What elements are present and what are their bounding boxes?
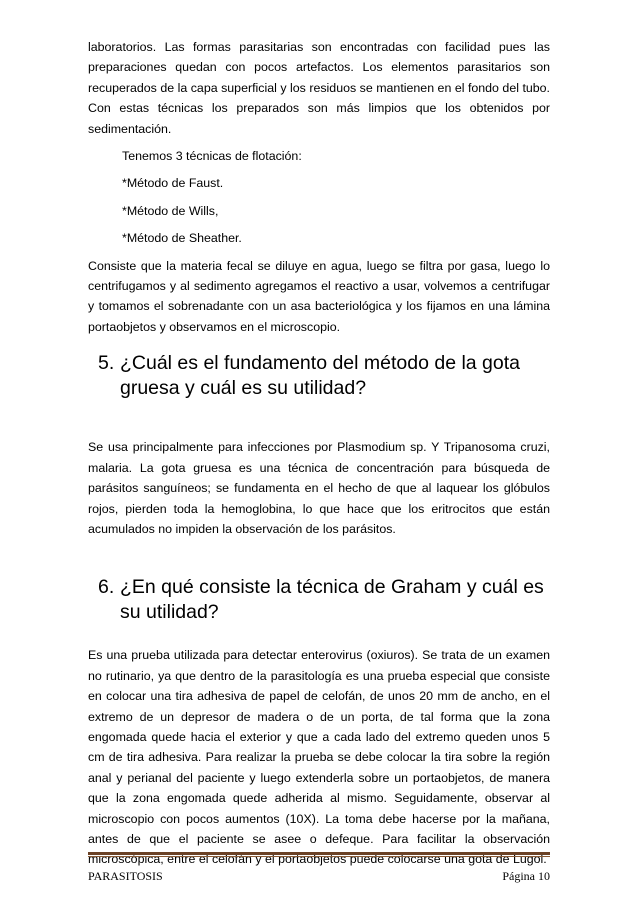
paragraph-graham: Es una prueba utilizada para detectar enterovirus (oxiuros). Se trata de un examen no rutinario, ya que dentro de la parasitología es una prueba especial que consiste en colocar una tira adhesiva de papel de celofán, de unos 20 mm de ancho, en el extremo de un depresor de madera o de un porta, de tal forma que la zona engomada quede hacia el exterior y que a cada lado del extremo queden unos 5 cm de tira adhesiva. Para realizar la prueba se debe colocar la tira sobre la región anal y perianal del paciente y luego extenderla sobre un portaobjetos, de manera que la zona engomada quede adherida al mismo. Seguidamente, observar al microscopio con pocos aumentos (10X). La toma debe hacerse por la mañana, antes de que el paciente se asee o defeque. Para facilitar la observación microscópica, entre el celofán y el portaobjetos puede colocarse una gota de Lugol.	[88, 648, 550, 867]
paragraph-procedimiento: Consiste que la materia fecal se diluye en agua, luego se filtra por gasa, luego lo centrifugamos y al sedimento agregamos el reactivo a usar, volvemos a centrifugar y tomamos el sobrenadante con un asa bacteriológica y los fijamos en una lámina portaobjetos y observamos en el microscopio.	[88, 258, 550, 334]
paragraph-gota-gruesa: Se usa principalmente para infecciones por Plasmodium sp. Y Tripanosoma cruzi, malaria. La gota gruesa es una técnica de concentración para búsqueda de parásitos sanguíneos; se fundamenta en el hecho de que al laquear los glóbulos rojos, pierden toda la hemoglobina, lo que hace que los eritrocitos que están acumulados no impiden la observación de los parásitos.	[88, 440, 550, 536]
page-footer	[88, 869, 550, 884]
list-item-faust: *Método de Faust.	[122, 176, 224, 191]
footer-rule-thin	[88, 856, 550, 857]
heading-5-text: ¿Cuál es el fundamento del método de la gota gruesa y cuál es su utilidad?	[120, 352, 521, 400]
heading-question-5	[98, 351, 550, 401]
footer-rule	[88, 852, 550, 855]
heading-6-number: 6.	[98, 576, 115, 599]
list-item-sheather: *Método de Sheather.	[122, 231, 242, 246]
list-item-wills: *Método de Wills,	[122, 203, 219, 218]
paragraph-laboratorios: laboratorios. Las formas parasitarias son encontradas con facilidad pues las preparaciones quedan con pocos artefactos. Los elementos parasitarios son recuperados de la capa superficial y los residuos se mantienen en el fondo del tubo. Con estas técnicas los preparados son más limpios que los obtenidos por sedimentación.	[88, 40, 550, 136]
page-body	[88, 37, 550, 870]
heading-6-text: ¿En qué consiste la técnica de Graham y cuál es su utilidad?	[120, 576, 544, 624]
heading-5-number: 5.	[98, 352, 115, 375]
page-number: Página 10	[502, 869, 550, 883]
flotacion-intro: Tenemos 3 técnicas de flotación:	[122, 149, 302, 164]
footer-title: PARASITOSIS	[88, 869, 163, 883]
heading-question-6	[98, 575, 550, 625]
